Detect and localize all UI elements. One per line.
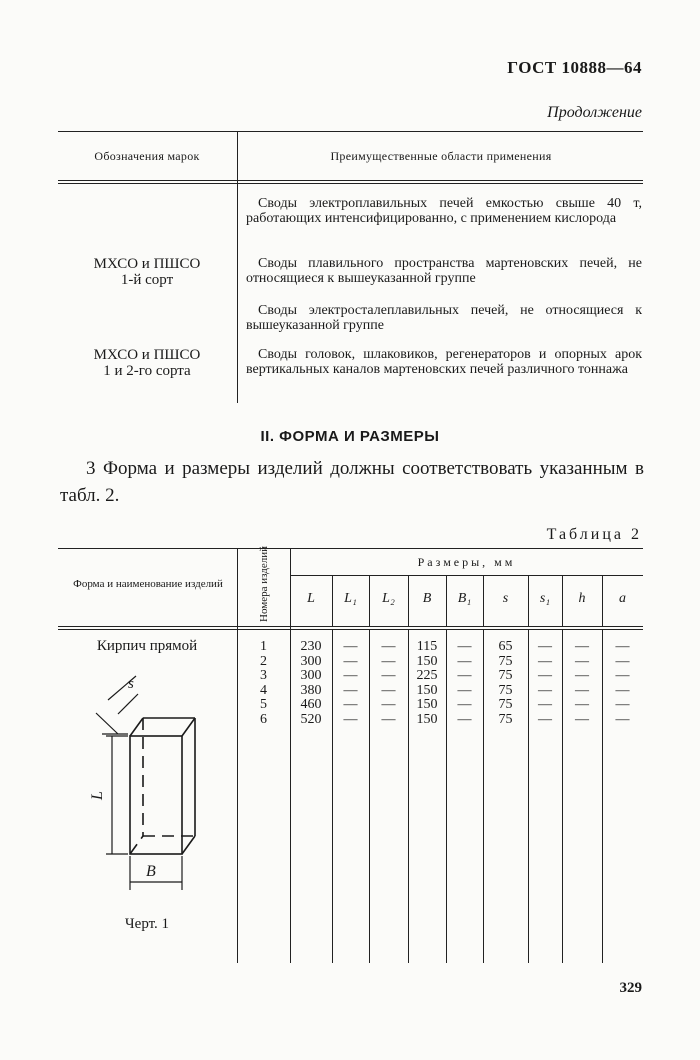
cell-n-row-5: 5 — [260, 697, 267, 712]
table2-caption: Таблица 2 — [546, 526, 642, 543]
cell-L1-row-1: — — [343, 639, 358, 654]
subcol-s: s — [502, 591, 509, 606]
cell-L-row-5: 460 — [300, 697, 322, 712]
cell-B1-row-5: — — [457, 697, 472, 712]
cell-n-row-4: 4 — [260, 682, 267, 698]
cell-a-row-1: — — [615, 639, 630, 654]
cell-L1-row-5: — — [343, 697, 358, 712]
table2-header-rule — [58, 626, 643, 627]
cell-L1-row-6: — — [343, 711, 358, 727]
cell-s1-row-3: — — [538, 668, 552, 683]
section-paragraph: 3 Форма и размеры изделий должны соответствовать указанным в табл. 2. — [60, 458, 644, 506]
table2-sizes-rule — [290, 575, 643, 576]
table1-grade-1 — [58, 256, 236, 288]
subcol-s1: s₁ — [539, 591, 551, 606]
cell-B-row-6: 150 — [416, 711, 438, 727]
cell-h-row-4: — — [575, 682, 589, 698]
table1-header-areas: Преимущественные области применения — [330, 149, 552, 163]
grade-2-sort: 1 и 2-го сорта — [103, 363, 191, 379]
table1-grade-2 — [58, 347, 236, 379]
grade-2-name: МХСО и ПШСО — [93, 347, 201, 363]
brick-drawing — [88, 668, 238, 898]
cell-B-row-4: 150 — [416, 682, 438, 698]
cell-h-row-1: — — [575, 639, 589, 654]
cell-B1-row-2: — — [457, 653, 472, 669]
table1-header-rule-2 — [58, 183, 643, 184]
cell-L2-row-3: — — [381, 668, 396, 683]
cell-L2-row-2: — — [381, 653, 396, 669]
cell-B-row-2: 150 — [416, 653, 438, 669]
cell-s1-row-5: — — [538, 697, 552, 712]
cell-s-row-3: 75 — [498, 668, 513, 683]
cell-L-row-2: 300 — [300, 653, 322, 669]
cell-B1-row-6: — — [457, 711, 472, 727]
cell-a-row-3: — — [615, 668, 630, 683]
subcol-L: L — [307, 591, 315, 606]
cell-L1-row-3: — — [343, 668, 358, 683]
cell-B-row-5: 150 — [416, 697, 438, 712]
cell-s-row-2: 75 — [498, 653, 513, 669]
table1-column-divider — [237, 131, 238, 403]
cell-s1-row-2: — — [538, 653, 552, 669]
cell-h-row-3: — — [575, 668, 589, 683]
subcol-L2: L₂ — [382, 591, 395, 606]
cell-B1-row-1: — — [457, 639, 472, 654]
brick-outline — [130, 718, 195, 854]
cell-L-row-6: 520 — [300, 711, 322, 727]
cell-n-row-6: 6 — [260, 711, 267, 727]
table1-area-2: Своды плавильного пространства мартеновских печей, не относящиеся к вышеуказанной группе — [246, 256, 642, 286]
subcol-a: a — [619, 591, 626, 606]
table2-header-number: Номера изделий — [258, 546, 270, 622]
cell-L2-row-1: — — [381, 639, 396, 654]
drawing-caption: Черт. 1 — [124, 916, 170, 932]
cell-L-row-1: 230 — [300, 639, 322, 654]
table2-header-sizes: Размеры, мм — [417, 555, 516, 569]
section-title: II. ФОРМА И РАЗМЕРЫ — [260, 428, 440, 445]
table2-header-shape: Форма и наименование изделий — [73, 578, 223, 590]
dim-label-s: s — [128, 676, 134, 692]
dim-label-b: B — [146, 863, 156, 880]
cell-B1-row-4: — — [457, 682, 472, 698]
cell-h-row-2: — — [575, 653, 589, 669]
cell-L1-row-4: — — [343, 682, 358, 698]
cell-L-row-4: 380 — [300, 682, 322, 698]
cell-s1-row-1: — — [538, 639, 552, 654]
standard-number: ГОСТ 10888—64 — [507, 58, 642, 77]
cell-a-row-6: — — [615, 711, 630, 727]
t2-vline-num — [290, 548, 291, 963]
grade-1-name: МХСО и ПШСО — [93, 256, 201, 272]
table1-area-4: Своды головок, шлаковиков, регенераторов и опорных арок вертикальных каналов мартеновских печей различного тоннажа — [246, 347, 642, 377]
table1-header-rule — [58, 180, 643, 181]
cell-a-row-5: — — [615, 697, 630, 712]
cell-n-row-2: 2 — [260, 653, 267, 669]
subcol-B1: B₁ — [457, 591, 472, 606]
table1-header-grade: Обозначения марок — [94, 149, 200, 163]
subcol-L1: L₁ — [344, 591, 357, 606]
cell-L2-row-6: — — [381, 711, 396, 727]
cell-n-row-1: 1 — [260, 639, 267, 654]
subcol-h: h — [578, 591, 586, 606]
cell-B-row-1: 115 — [416, 639, 438, 654]
table1-top-rule — [58, 131, 643, 132]
cell-a-row-4: — — [615, 682, 630, 698]
item-name: Кирпич прямой — [96, 638, 198, 654]
dim-label-l: L — [89, 791, 106, 800]
cell-L1-row-2: — — [343, 653, 358, 669]
table2-header-rule-2 — [58, 629, 643, 630]
cell-s1-row-6: — — [538, 711, 552, 727]
page-number: 329 — [619, 980, 642, 996]
subcol-B: B — [422, 591, 432, 606]
cell-L-row-3: 300 — [300, 668, 322, 683]
cell-s-row-1: 65 — [498, 639, 513, 654]
cell-s-row-4: 75 — [498, 682, 513, 698]
cell-s1-row-4: — — [538, 682, 552, 698]
cell-B-row-3: 225 — [416, 668, 438, 683]
table2-top-rule — [58, 548, 643, 549]
cell-h-row-6: — — [575, 711, 589, 727]
cell-s-row-6: 75 — [498, 711, 513, 727]
table1-area-3: Своды электросталеплавильных печей, не относящиеся к вышеуказанной группе — [246, 303, 642, 333]
cell-s-row-5: 75 — [498, 697, 513, 712]
brick-hidden-edges — [130, 718, 195, 854]
table1-area-1: Своды электроплавильных печей емкостью свыше 40 т, работающих интенсифицированно, с применением кислорода — [246, 196, 642, 226]
cell-L2-row-4: — — [381, 682, 396, 698]
dimension-lines — [96, 676, 182, 890]
cell-n-row-3: 3 — [260, 668, 267, 683]
cell-L2-row-5: — — [381, 697, 396, 712]
continuation-label: Продолжение — [547, 104, 642, 121]
grade-1-sort: 1-й сорт — [120, 272, 174, 288]
cell-h-row-5: — — [575, 697, 589, 712]
cell-a-row-2: — — [615, 653, 630, 669]
cell-B1-row-3: — — [457, 668, 472, 683]
